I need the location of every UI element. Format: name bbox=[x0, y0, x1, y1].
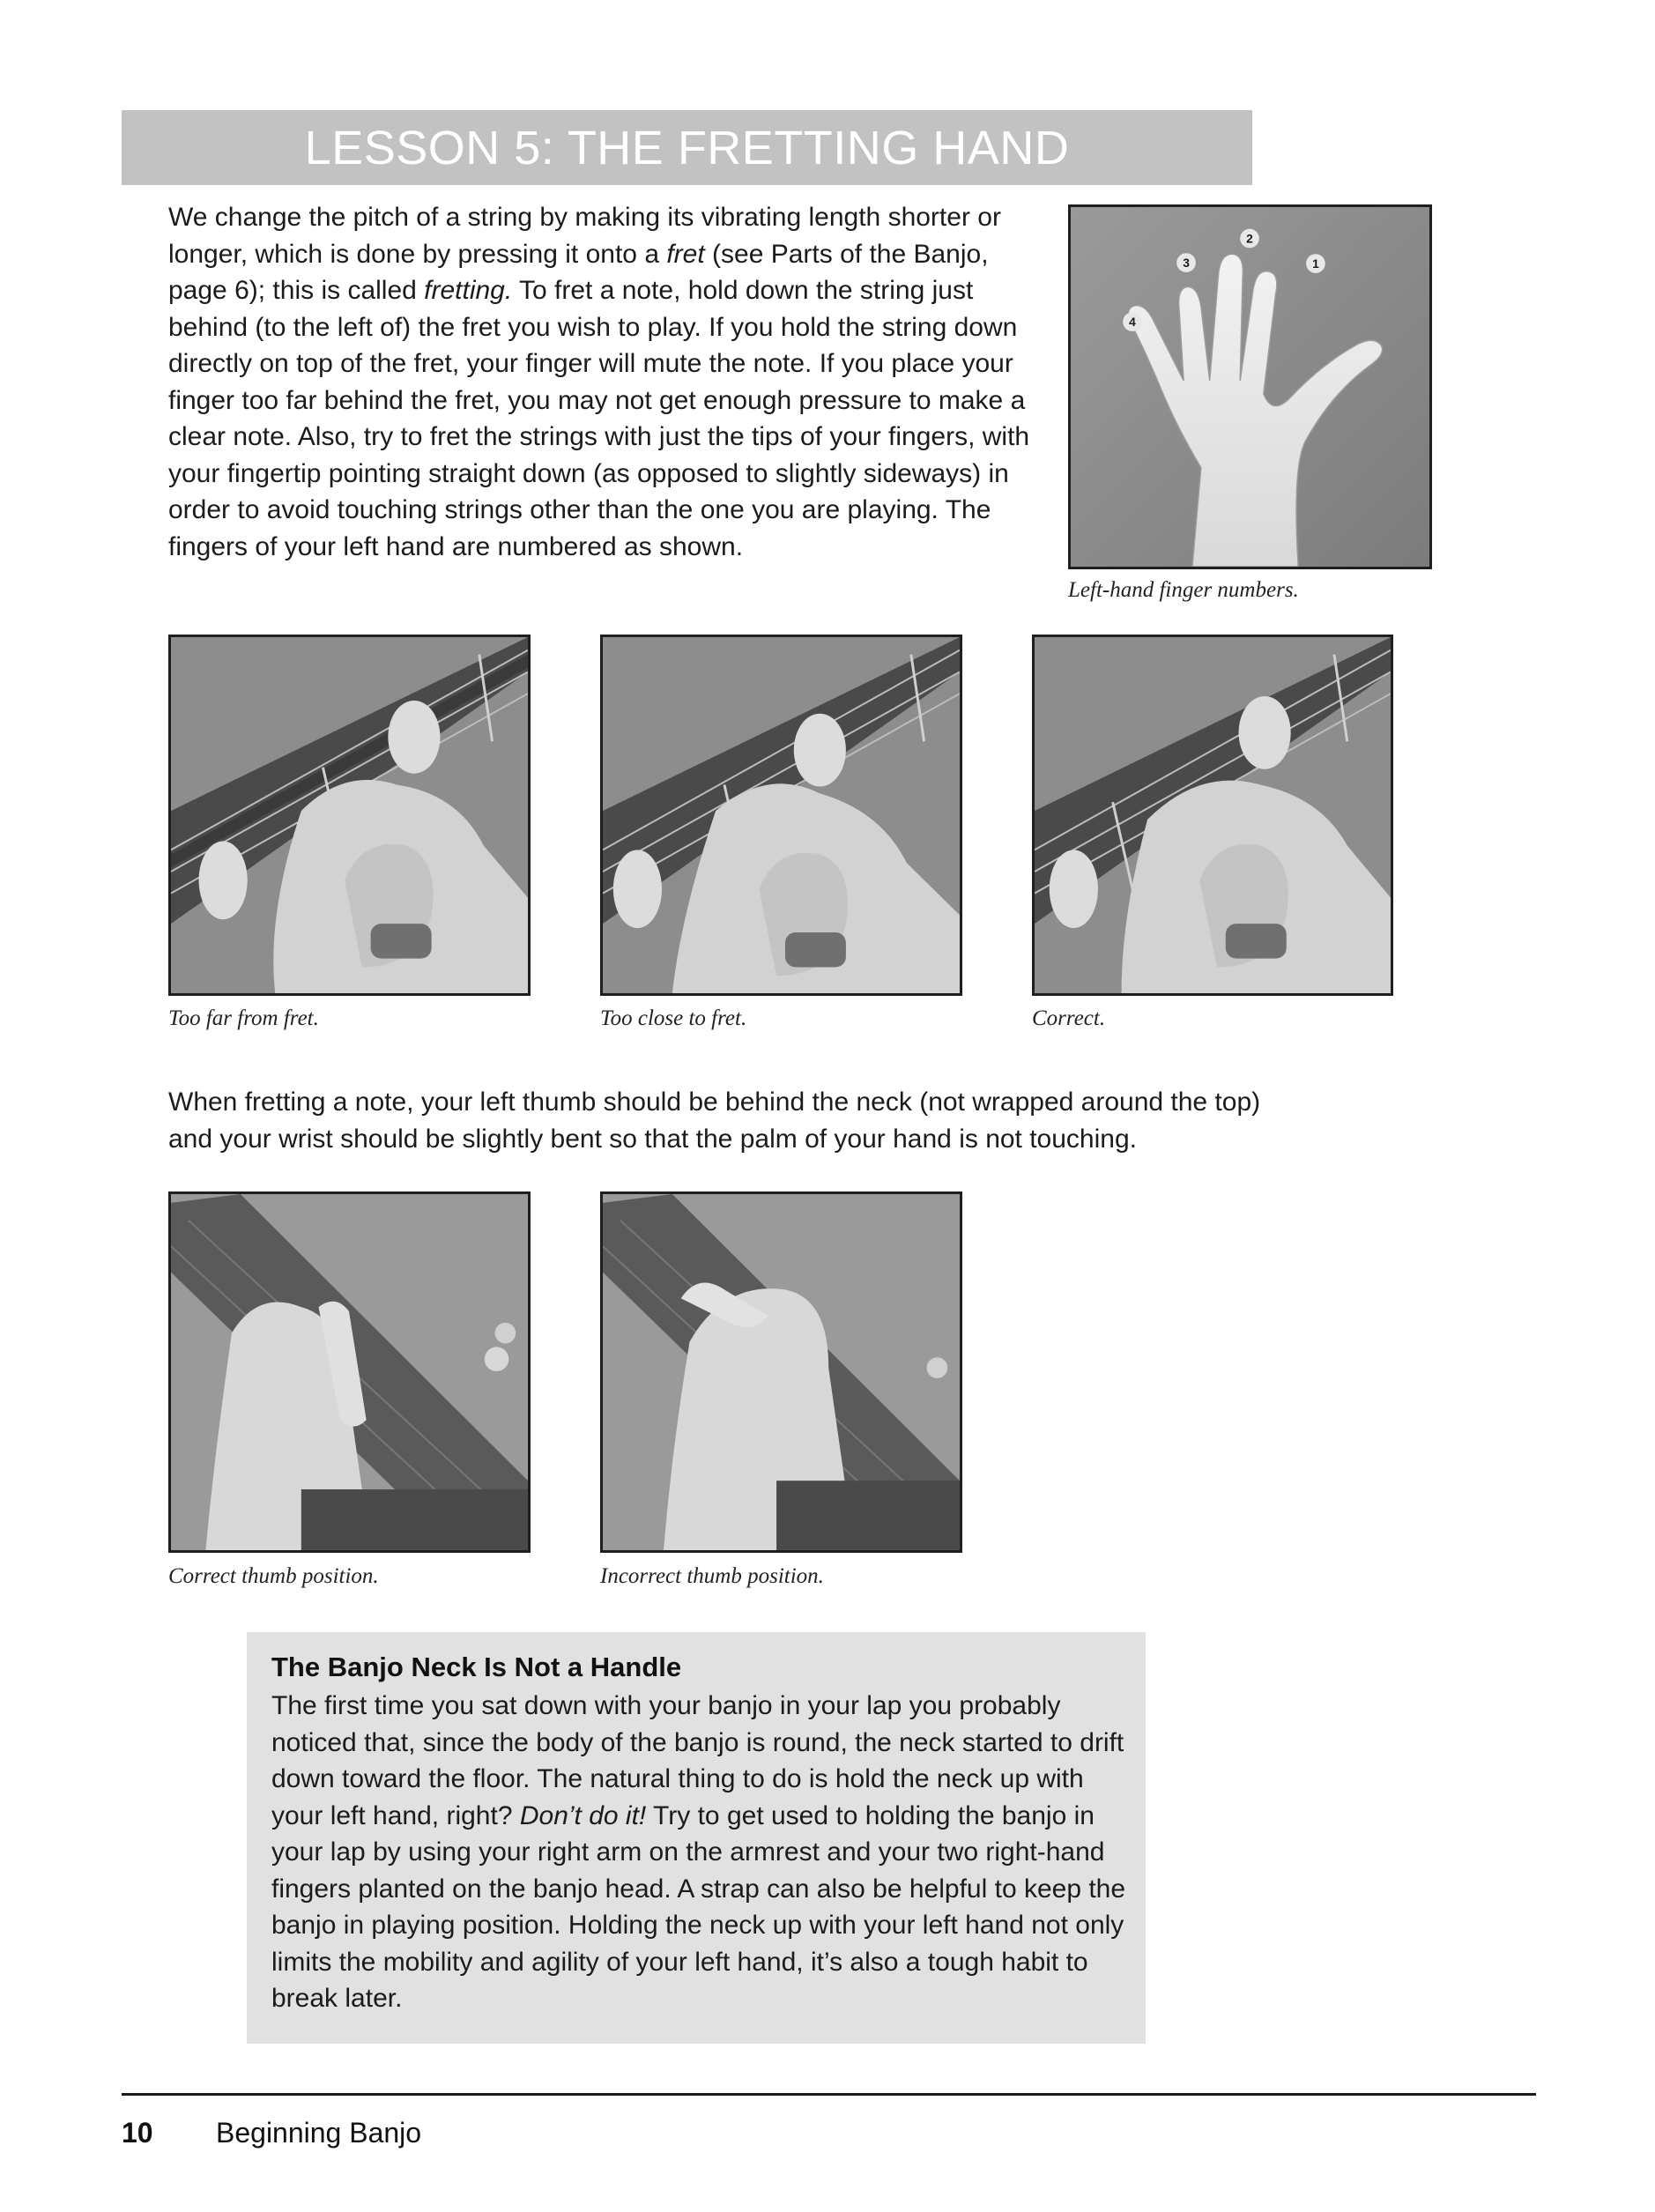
fret-photo-caption-1: Too far from fret. bbox=[168, 1006, 319, 1030]
finger-label-3: 3 bbox=[1183, 256, 1190, 271]
intro-paragraph bbox=[168, 199, 1041, 565]
finger-label-4: 4 bbox=[1129, 315, 1136, 330]
intro-text-1: We change the pitch of a string by making its vibrating length shorter or longer, which is done by pressing it onto a bbox=[168, 203, 1001, 269]
left-hand-illustration bbox=[1071, 207, 1429, 567]
book-title: Beginning Banjo bbox=[216, 2117, 422, 2149]
fret-photo-caption-2: Too close to fret. bbox=[600, 1006, 747, 1030]
fret-photo-caption-3: Correct. bbox=[1032, 1006, 1106, 1030]
page-number: 10 bbox=[122, 2117, 153, 2149]
thumb-photo-correct bbox=[168, 1191, 531, 1553]
hand-photo-caption: Left-hand finger numbers. bbox=[1068, 578, 1299, 602]
thumb-photo-caption-1: Correct thumb position. bbox=[168, 1564, 379, 1588]
fret-photo-too-far bbox=[168, 635, 531, 996]
sidebar-text-2: Try to get used to holding the banjo in your lap by using your right arm on the armrest and your two right-hand fingers planted on the banjo head. A strap can also be helpful to keep the banjo in playing position. Holding the neck up with your left hand not only limits the mobility and agility of your left hand, it’s also a tough habit to break later. bbox=[271, 1800, 1126, 2013]
finger-label-2: 2 bbox=[1246, 232, 1253, 246]
sidebar-title: The Banjo Neck Is Not a Handle bbox=[271, 1652, 682, 1682]
sidebar-emphasis: Don’t do it! bbox=[519, 1800, 647, 1830]
thumb-paragraph: When fretting a note, your left thumb should be behind the neck (not wrapped around the top) and your wrist should be slightly bent so that the palm of your hand is not touching. bbox=[168, 1087, 1261, 1154]
lesson-title: LESSON 5: THE FRETTING HAND bbox=[304, 121, 1070, 174]
intro-term-fret: fret bbox=[666, 239, 705, 269]
thumb-photo-incorrect bbox=[600, 1191, 962, 1553]
left-hand-photo bbox=[1068, 204, 1432, 569]
intro-term-fretting: fretting. bbox=[424, 276, 513, 305]
lesson-banner bbox=[122, 110, 1252, 185]
fret-photo-correct bbox=[1032, 635, 1393, 996]
intro-text-3: To fret a note, hold down the string just behind (to the left of) the fret you wish to play. If you hold the string down directly on top of the fret, your finger will mute the note. If you place your finger too far behind the fret, you may not get enough pressure to make a clear note. Also, try to fret the strings with just the tips of your fingers, with your fingertip pointing straight down (as opposed to slightly sideways) in order to avoid touching strings other than the one you are playing. The fingers of your left hand are numbered as shown. bbox=[168, 276, 1030, 561]
sidebar-body bbox=[271, 1688, 1126, 2017]
thumb-photo-caption-2: Incorrect thumb position. bbox=[600, 1564, 824, 1588]
sidebar-text-1: The first time you sat down with your banjo in your lap you probably noticed that, since the body of the banjo is round, the neck started to drift down toward the floor. The natural thing to do is hold the neck up with your left hand, right? bbox=[271, 1691, 1124, 1830]
finger-label-1: 1 bbox=[1312, 256, 1319, 271]
footer-rule bbox=[122, 2093, 1536, 2096]
intro-text-2: (see Parts of the Banjo, page 6); this is called bbox=[168, 239, 989, 305]
fret-photo-too-close bbox=[600, 635, 962, 996]
